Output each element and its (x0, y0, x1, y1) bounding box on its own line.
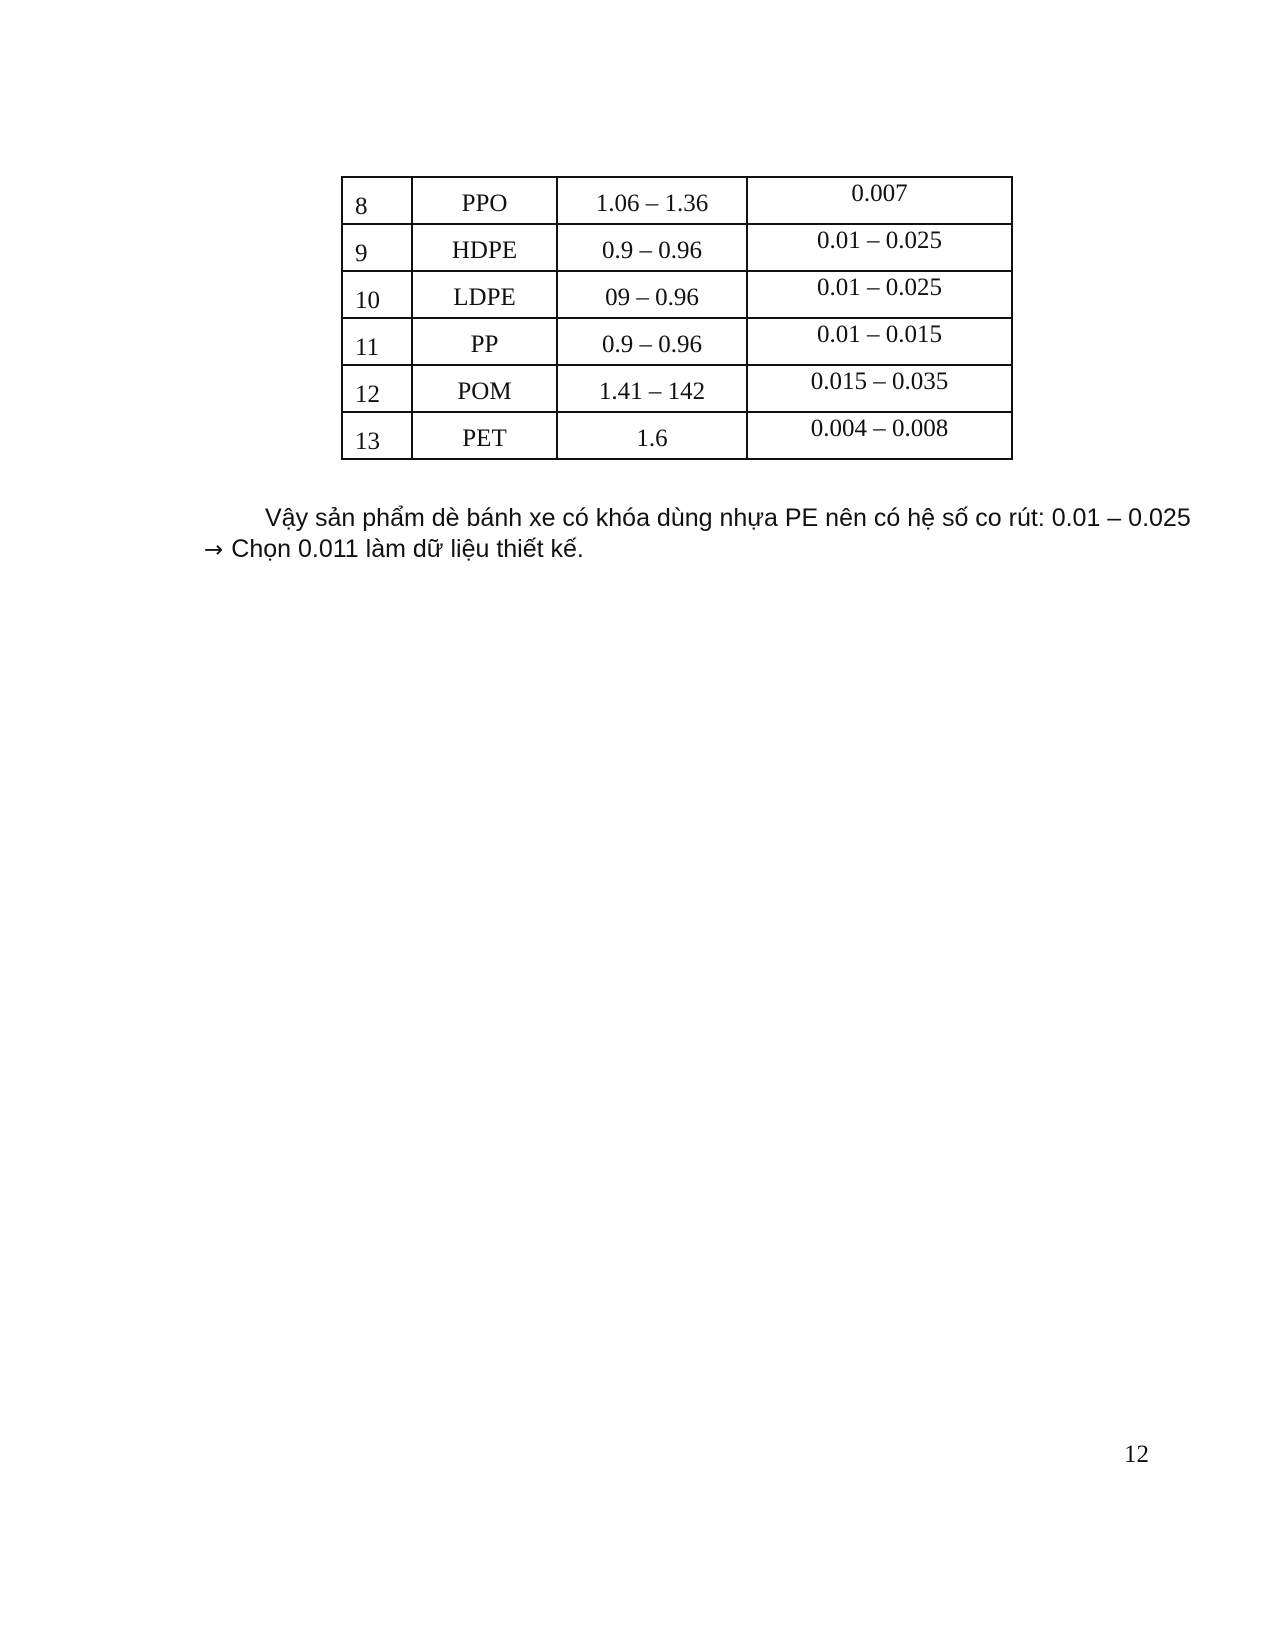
material-cell: PET (412, 412, 557, 459)
material-cell: PP (412, 318, 557, 365)
row-number-cell: 8 (342, 177, 412, 224)
row-number-cell: 12 (342, 365, 412, 412)
table-row (342, 318, 1012, 365)
row-number-cell: 9 (342, 224, 412, 271)
table-row (342, 271, 1012, 318)
row-number-cell: 10 (342, 271, 412, 318)
density-cell: 0.9 – 0.96 (557, 224, 747, 271)
shrinkage-cell: 0.01 – 0.025 (747, 224, 1012, 271)
table-row (342, 412, 1012, 459)
density-cell: 09 – 0.96 (557, 271, 747, 318)
material-cell: HDPE (412, 224, 557, 271)
material-cell: POM (412, 365, 557, 412)
table-row (342, 365, 1012, 412)
table-row (342, 177, 1012, 224)
table-row (342, 224, 1012, 271)
density-cell: 0.9 – 0.96 (557, 318, 747, 365)
density-cell: 1.41 – 142 (557, 365, 747, 412)
shrinkage-cell: 0.01 – 0.015 (747, 318, 1012, 365)
row-number-cell: 11 (342, 318, 412, 365)
conclusion-paragraph: Vậy sản phẩm dè bánh xe có khóa dùng nhựa PE nên có hệ số co rút: 0.01 – 0.025 (265, 504, 1191, 532)
material-cell: PPO (412, 177, 557, 224)
shrinkage-cell: 0.007 (747, 177, 1012, 224)
material-cell: LDPE (412, 271, 557, 318)
density-cell: 1.6 (557, 412, 747, 459)
density-cell: 1.06 – 1.36 (557, 177, 747, 224)
shrinkage-cell: 0.01 – 0.025 (747, 271, 1012, 318)
row-number-cell: 13 (342, 412, 412, 459)
page-number: 12 (1124, 1441, 1149, 1468)
right-arrow-icon: → (204, 537, 224, 563)
shrinkage-table (341, 176, 1013, 460)
shrinkage-cell: 0.015 – 0.035 (747, 365, 1012, 412)
shrinkage-cell: 0.004 – 0.008 (747, 412, 1012, 459)
selection-paragraph (204, 534, 584, 565)
selection-text: Chọn 0.011 làm dữ liệu thiết kế. (231, 535, 584, 563)
